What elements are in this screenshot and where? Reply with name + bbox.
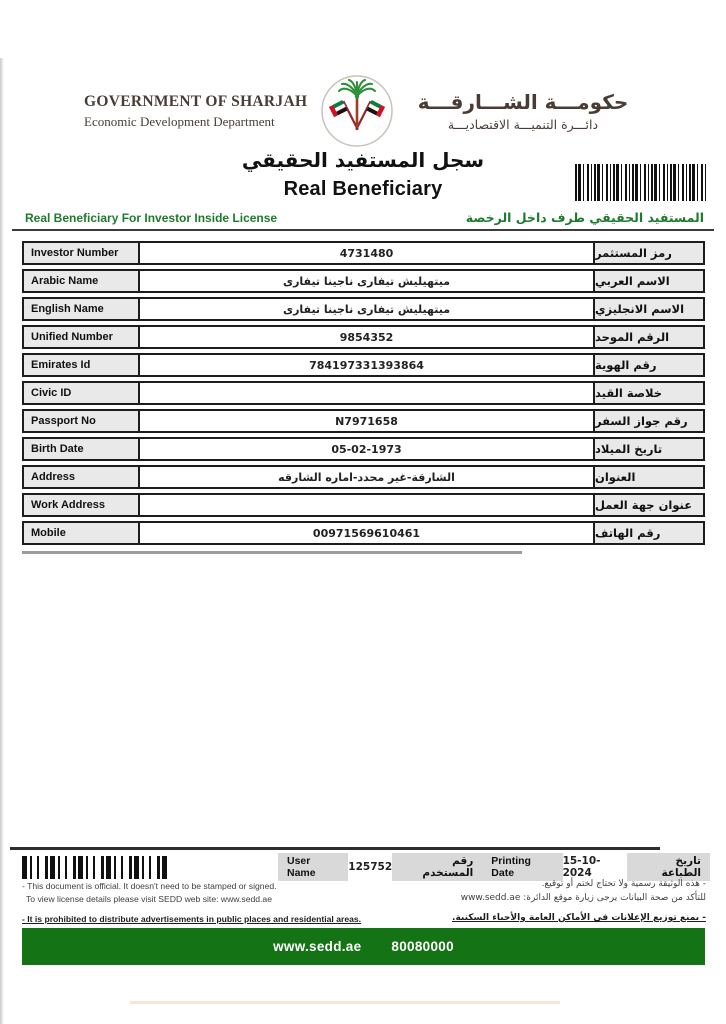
disclaimer-ar-line3: - يمنع توزيع الإعلانات في الأماكن العامة والأحياء السكنية. [452, 913, 706, 923]
disclaimer-ar [366, 878, 706, 926]
field-value: 4731480 [339, 246, 394, 260]
section-title-ar: المستفيد الحقيقي طرف داخل الرخصة [465, 210, 704, 225]
table-row [22, 465, 705, 489]
sharjah-edd-logo-icon [320, 74, 394, 148]
field-label-en: Address [24, 467, 140, 487]
section-title-en: Real Beneficiary For Investor Inside License [25, 211, 278, 225]
table-row [22, 381, 705, 405]
disclaimer-ar-line1: - هذه الوثيقة رسمية ولا تحتاج لختم أو توقيع. [541, 879, 706, 889]
field-value: الشارقة-غير محدد-اماره الشارقه [278, 470, 455, 484]
gov-subtitle: Economic Development Department [84, 113, 275, 129]
printing-date-label-ar: تاريخ الطباعة [627, 853, 710, 881]
field-label-en: Birth Date [24, 439, 140, 459]
government-title-en [84, 93, 310, 130]
document-title-en: Real Beneficiary [283, 178, 443, 200]
disclaimer-en-line1: - This document is official. It doesn't need to be stamped or signed. [22, 881, 277, 891]
table-bottom-divider [22, 551, 522, 554]
disclaimer-ar-line2: للتأكد من صحة البيانات يرجى زيارة موقع الدائرة: www.sedd.ae [460, 892, 706, 903]
field-label-ar: الاسم العربي [593, 271, 703, 291]
field-value: 9854352 [339, 330, 394, 344]
gov-title-arabic: حكومـــة الشـــارقـــة [417, 90, 629, 114]
website-text: www.sedd.ae [273, 939, 362, 954]
field-label-ar: رقم جواز السفر [593, 411, 703, 431]
disclaimer-en [22, 880, 372, 926]
scan-smudge-artifact [130, 1001, 560, 1004]
field-label-en: English Name [24, 299, 140, 319]
user-name-value: 125752 [348, 861, 393, 873]
field-value: N7971658 [335, 414, 398, 428]
field-label-ar: خلاصة القيد [593, 383, 703, 403]
field-label-en: Unified Number [24, 327, 140, 347]
field-label-en: Mobile [24, 523, 140, 543]
field-label-ar: رمز المستثمر [593, 243, 703, 263]
table-row [22, 353, 705, 377]
field-label-ar: عنوان جهة العمل [593, 495, 703, 515]
field-label-en: Civic ID [24, 383, 140, 403]
footer-divider [10, 847, 660, 850]
field-label-en: Investor Number [24, 243, 140, 263]
field-value [140, 383, 593, 403]
barcode-top-icon [575, 164, 708, 201]
field-value: 784197331393864 [309, 358, 424, 372]
field-label-en: Arabic Name [24, 271, 140, 291]
gov-title: GOVERNMENT OF SHARJAH [84, 92, 308, 110]
field-label-ar: رقم الهوية [593, 355, 703, 375]
table-row [22, 297, 705, 321]
table-row [22, 493, 705, 517]
field-label-ar: الاسم الانجليزي [593, 299, 703, 319]
footer-contact-bar [22, 928, 705, 965]
table-row [22, 241, 705, 265]
beneficiary-table [22, 241, 705, 554]
field-label-ar: الرقم الموحد [593, 327, 703, 347]
table-row [22, 269, 705, 293]
disclaimer-en-line2: To view license details please visit SEDD web site: www.sedd.ae [26, 893, 272, 904]
field-label-en: Work Address [24, 495, 140, 515]
printing-date-value: 15-10-2024 [562, 855, 601, 879]
printing-date-label: Printing Date [482, 853, 562, 881]
document-header [0, 74, 726, 148]
table-row [22, 325, 705, 349]
field-value: 00971569610461 [312, 526, 421, 540]
user-name-label-ar: رقم المستخدم [392, 853, 482, 881]
field-label-ar: رقم الهاتف [593, 523, 703, 543]
field-label-ar: تاريخ الميلاد [593, 439, 703, 459]
field-label-en: Emirates Id [24, 355, 140, 375]
user-name-label: User Name [278, 853, 348, 881]
footer-meta-row [278, 853, 710, 881]
field-value: 05-02-1973 [331, 442, 402, 456]
table-row [22, 437, 705, 461]
disclaimer-en-line3: - It is prohibited to distribute advertisements in public places and residential areas. [22, 913, 362, 924]
government-title-ar [404, 90, 642, 132]
table-row [22, 521, 705, 545]
phone-number: 80080000 [391, 939, 454, 954]
gov-subtitle-arabic: دائـــرة التنميـــة الاقتصاديـــة [447, 117, 599, 132]
field-value: ميتهيليش تيفارى ناجينا تيفارى [282, 274, 451, 288]
table-row [22, 409, 705, 433]
document-title-ar: سجل المستفيد الحقيقي [241, 148, 485, 172]
barcode-footer-icon [22, 856, 167, 879]
field-value: ميتهيليش تيفارى ناجينا تيفارى [282, 302, 451, 316]
field-value [140, 495, 593, 515]
field-label-ar: العنوان [593, 467, 703, 487]
scan-edge-artifact [0, 58, 4, 1024]
section-header [12, 210, 714, 231]
field-label-en: Passport No [24, 411, 140, 431]
